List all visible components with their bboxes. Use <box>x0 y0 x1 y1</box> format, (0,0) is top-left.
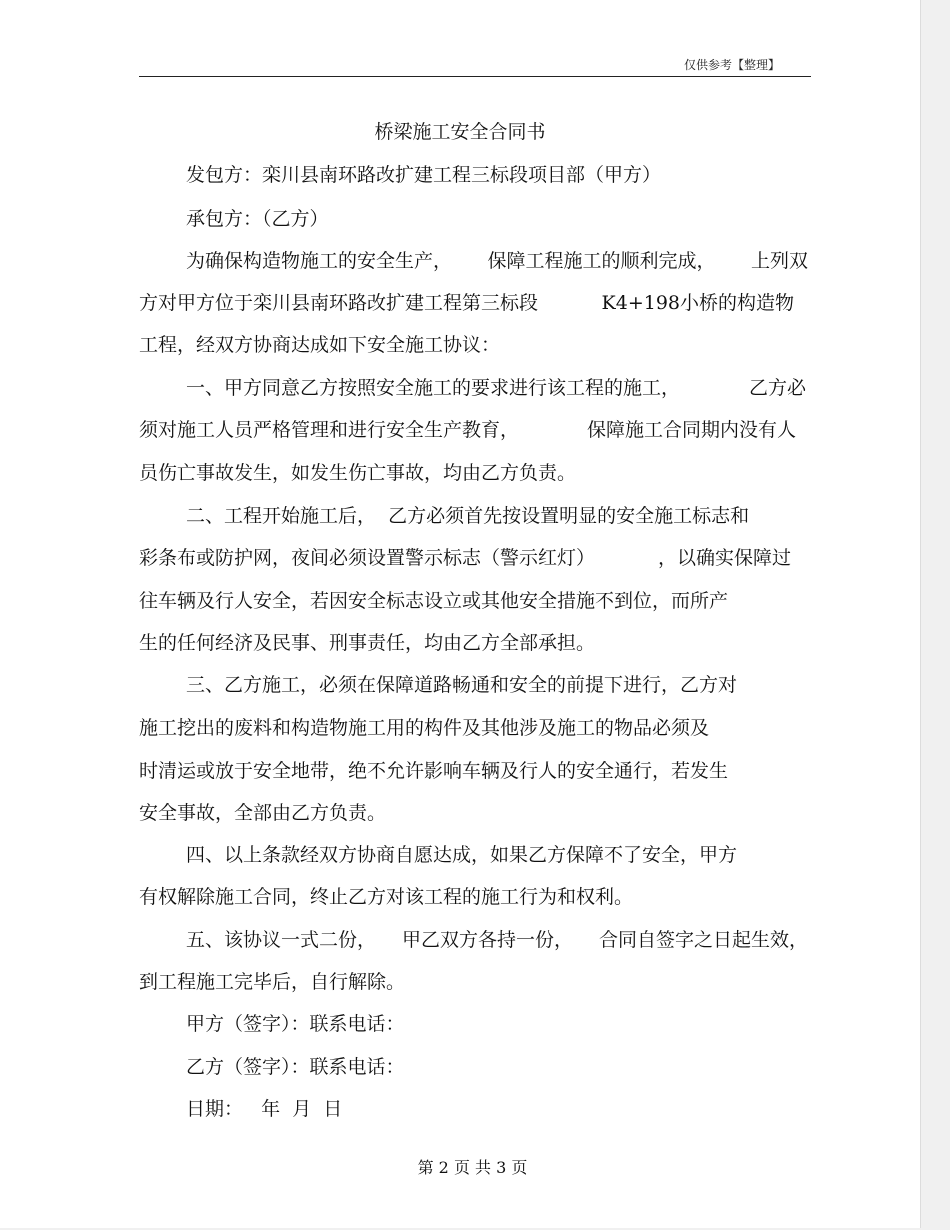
clause2-line-2-part-1: 彩条布或防护网，夜间必须设置警示标志（警示红灯） <box>139 547 596 569</box>
document-title: 桥梁施工安全合同书 <box>374 121 546 143</box>
clause5-line-1 <box>186 925 808 952</box>
clause3-line-3: 时清运或放于安全地带，绝不允许影响车辆及行人的安全通行，若发生 <box>139 760 729 782</box>
intro-line-2-part-1: 方对甲方位于栾川县南环路改扩建工程第三标段 <box>139 292 539 314</box>
clause4-line-2: 有权解除施工合同，终止乙方对该工程的施工行为和权利。 <box>139 886 634 908</box>
page-number: 第 2 页 共 3 页 <box>417 1158 528 1177</box>
party-a-line: 发包方：栾川县南环路改扩建工程三标段项目部（甲方） <box>186 164 662 186</box>
clause1-line-1 <box>186 373 806 400</box>
clause4-line-1: 四、以上条款经双方协商自愿达成，如果乙方保障不了安全，甲方 <box>186 844 738 866</box>
header-note: 仅供参考【整理】 <box>683 58 780 72</box>
intro-line-1-part-2: 保障工程施工的顺利完成， <box>487 250 716 272</box>
intro-line-2-part-2: K4+198小桥的构造物 <box>601 292 794 314</box>
signature-date: 日期： 年 月 日 <box>186 1098 343 1120</box>
party-b-line: 承包方：（乙方） <box>186 208 329 230</box>
clause5-line-2: 到工程施工完毕后，自行解除。 <box>139 971 406 993</box>
clause1-line-2 <box>139 415 796 442</box>
clause5-line-1-part-2: 甲乙双方各持一份， <box>401 929 573 951</box>
clause1-line-3: 员伤亡事故发生，如发生伤亡事故，均由乙方负责。 <box>139 462 577 484</box>
clause1-line-1-part-2: 乙方必 <box>748 377 806 399</box>
party-b-signature: 乙方（签字）：联系电话： <box>186 1056 405 1078</box>
header-divider <box>139 76 811 77</box>
intro-line-1-part-3: 上列双 <box>750 250 808 272</box>
intro-line-2 <box>139 288 794 315</box>
intro-line-3: 工程，经双方协商达成如下安全施工协议： <box>139 334 501 356</box>
clause3-line-4: 安全事故，全部由乙方负责。 <box>139 802 387 824</box>
clause2-line-2-part-2: ，以确实保障过 <box>657 547 791 569</box>
intro-line-1-part-1: 为确保构造物施工的安全生产， <box>186 250 453 272</box>
clause5-line-1-part-3: 合同自签字之日起生效， <box>598 929 808 951</box>
clause2-line-1: 二、工程开始施工后， 乙方必须首先按设置明显的安全施工标志和 <box>186 505 750 527</box>
clause5-line-1-part-1: 五、该协议一式二份， <box>186 929 377 951</box>
clause2-line-3: 往车辆及行人安全，若因安全标志设立或其他安全措施不到位，而所产 <box>139 590 729 612</box>
clause3-line-1: 三、乙方施工，必须在保障道路畅通和安全的前提下进行，乙方对 <box>186 674 738 696</box>
party-a-signature: 甲方（签字）：联系电话： <box>186 1013 405 1035</box>
clause2-line-4: 生的任何经济及民事、刑事责任，均由乙方全部承担。 <box>139 632 596 654</box>
clause3-line-2: 施工挖出的废料和构造物施工用的构件及其他涉及施工的物品必须及 <box>139 717 710 739</box>
intro-line-1 <box>186 246 808 273</box>
clause1-line-2-part-2: 保障施工合同期内没有人 <box>586 419 796 441</box>
clause1-line-2-part-1: 须对施工人员严格管理和进行安全生产教育， <box>139 419 520 441</box>
clause1-line-1-part-1: 一、甲方同意乙方按照安全施工的要求进行该工程的施工， <box>186 377 681 399</box>
clause2-line-2 <box>139 543 791 570</box>
